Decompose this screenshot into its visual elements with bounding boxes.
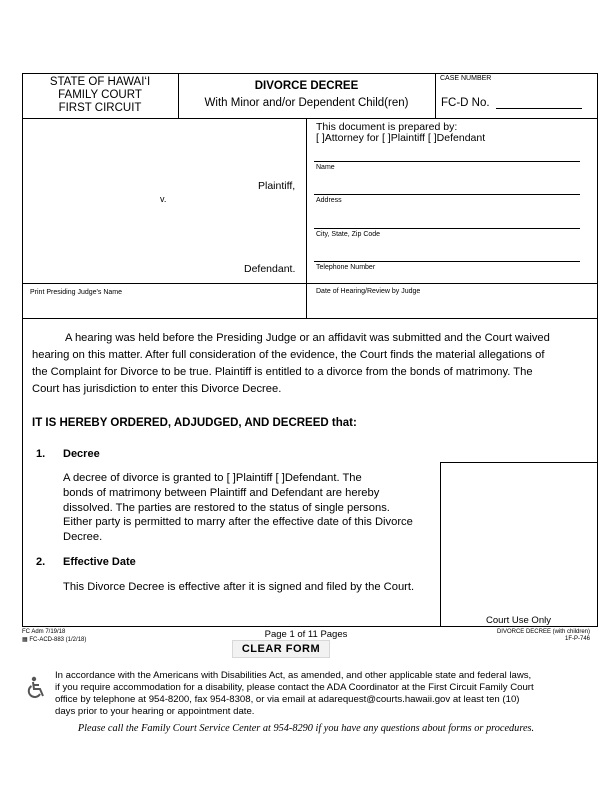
section-2-number: 2.: [36, 556, 46, 568]
judge-name-label: Print Presiding Judge's Name: [30, 289, 122, 296]
section-1-title: Decree: [63, 448, 100, 460]
section-1-line-3: dissolved. The parties are restored to the status of single persons.: [63, 502, 390, 514]
versus-label: v.: [160, 194, 167, 204]
doc-subtitle: With Minor and/or Dependent Child(ren): [204, 97, 409, 109]
intro-line-2: hearing on this matter. After full consideration of the evidence, the Court finds the material allegations of: [32, 349, 545, 361]
court-state: STATE OF HAWAI‘I: [49, 76, 151, 88]
plaintiff-label: Plaintiff,: [258, 180, 296, 192]
phone-label: Telephone Number: [316, 264, 376, 271]
ada-line-1: In accordance with the Americans with Disabilities Act, as amended, and other applicable state and federal laws,: [55, 670, 532, 681]
section-1-line-1: A decree of divorce is granted to [ ]Plaintiff [ ]Defendant. The: [63, 472, 362, 484]
header-vline-2: [435, 73, 436, 118]
court-circuit: FIRST CIRCUIT: [58, 102, 142, 114]
frame-left: [22, 73, 23, 627]
case-prefix: FC-D No.: [441, 97, 490, 109]
form-name-right: DIVORCE DECREE (with children): [496, 629, 590, 635]
hearing-date-label: Date of Hearing/Review by Judge: [316, 288, 421, 295]
defendant-label: Defendant.: [244, 263, 296, 275]
header-divider: [22, 118, 598, 119]
court-name: FAMILY COURT: [58, 89, 142, 101]
clear-form-button[interactable]: CLEAR FORM: [232, 640, 330, 658]
prep-plaintiff-checkbox[interactable]: [ ]: [381, 132, 391, 144]
section-1-line-5: Decree.: [63, 531, 103, 543]
court-use-box: [440, 462, 597, 626]
form-code: FC Adm 7/19/18: [22, 629, 66, 635]
judge-row-top: [22, 283, 598, 284]
frame-right: [597, 73, 598, 627]
prep-defendant-checkbox[interactable]: [ ]: [427, 132, 437, 144]
decree-plaintiff-checkbox[interactable]: [ ]: [226, 472, 236, 484]
decree-defendant-checkbox[interactable]: [ ]: [275, 472, 285, 484]
form-code-2: ▦ FC-ACD-883 (1/2/18): [22, 637, 87, 643]
form-icon: ▦: [22, 637, 30, 643]
city-field[interactable]: [314, 228, 580, 229]
frame-bottom: [22, 626, 598, 627]
intro-line-4: Court has jurisdiction to enter this Divorce Decree.: [32, 383, 282, 395]
intro-line-1: A hearing was held before the Presiding Judge or an affidavit was submitted and the Court waived: [65, 332, 550, 344]
ordered-heading: IT IS HEREBY ORDERED, ADJUDGED, AND DECREED that:: [32, 417, 357, 429]
ada-line-2: if you require accommodation for a disability, please contact the ADA Coordinator at the First Circuit Family Court: [55, 682, 534, 693]
judge-row-bottom: [22, 318, 598, 319]
court-use-label: Court Use Only: [486, 615, 551, 626]
prepared-by-label: This document is prepared by:: [316, 121, 458, 133]
prepared-by-options: [ ]Attorney for [ ]Plaintiff [ ]Defendant: [316, 132, 486, 144]
case-number-label: CASE NUMBER: [440, 75, 492, 82]
section-1-line-2: bonds of matrimony between Plaintiff and Defendant are hereby: [63, 487, 380, 499]
name-field[interactable]: [314, 161, 580, 162]
section-1-number: 1.: [36, 448, 46, 460]
city-label: City, State, Zip Code: [316, 231, 381, 238]
case-number-field[interactable]: [496, 108, 582, 109]
doc-title: DIVORCE DECREE: [254, 80, 359, 92]
section-1-line-4: Either party is permitted to marry after the effective date of this Divorce: [63, 516, 413, 528]
frame-top: [22, 73, 598, 74]
name-label: Name: [316, 164, 335, 171]
section-2-text: This Divorce Decree is effective after it is signed and filed by the Court.: [63, 581, 415, 593]
accessibility-icon: [25, 676, 49, 700]
ada-line-4: days prior to your hearing or appointment date.: [55, 706, 255, 717]
service-center-note: Please call the Family Court Service Center at 954-8290 if you have any questions about forms or procedures.: [77, 723, 535, 734]
ada-line-3: office by telephone at 954-8200, fax 954-8308, or via email at adarequest@courts.hawaii.gov at least ten (10): [55, 694, 520, 705]
intro-line-3: the Complaint for Divorce to be true. Plaintiff is entitled to a divorce from the bonds of matrimony. The: [32, 366, 533, 378]
address-label: Address: [316, 197, 342, 204]
attorney-checkbox[interactable]: [ ]: [316, 132, 325, 144]
section-2-title: Effective Date: [63, 556, 136, 568]
form-number-right: 1F-P-746: [564, 636, 590, 642]
address-field[interactable]: [314, 194, 580, 195]
phone-field[interactable]: [314, 261, 580, 262]
parties-vline: [306, 118, 307, 318]
page-number: Page 1 of 11 Pages: [264, 629, 348, 640]
